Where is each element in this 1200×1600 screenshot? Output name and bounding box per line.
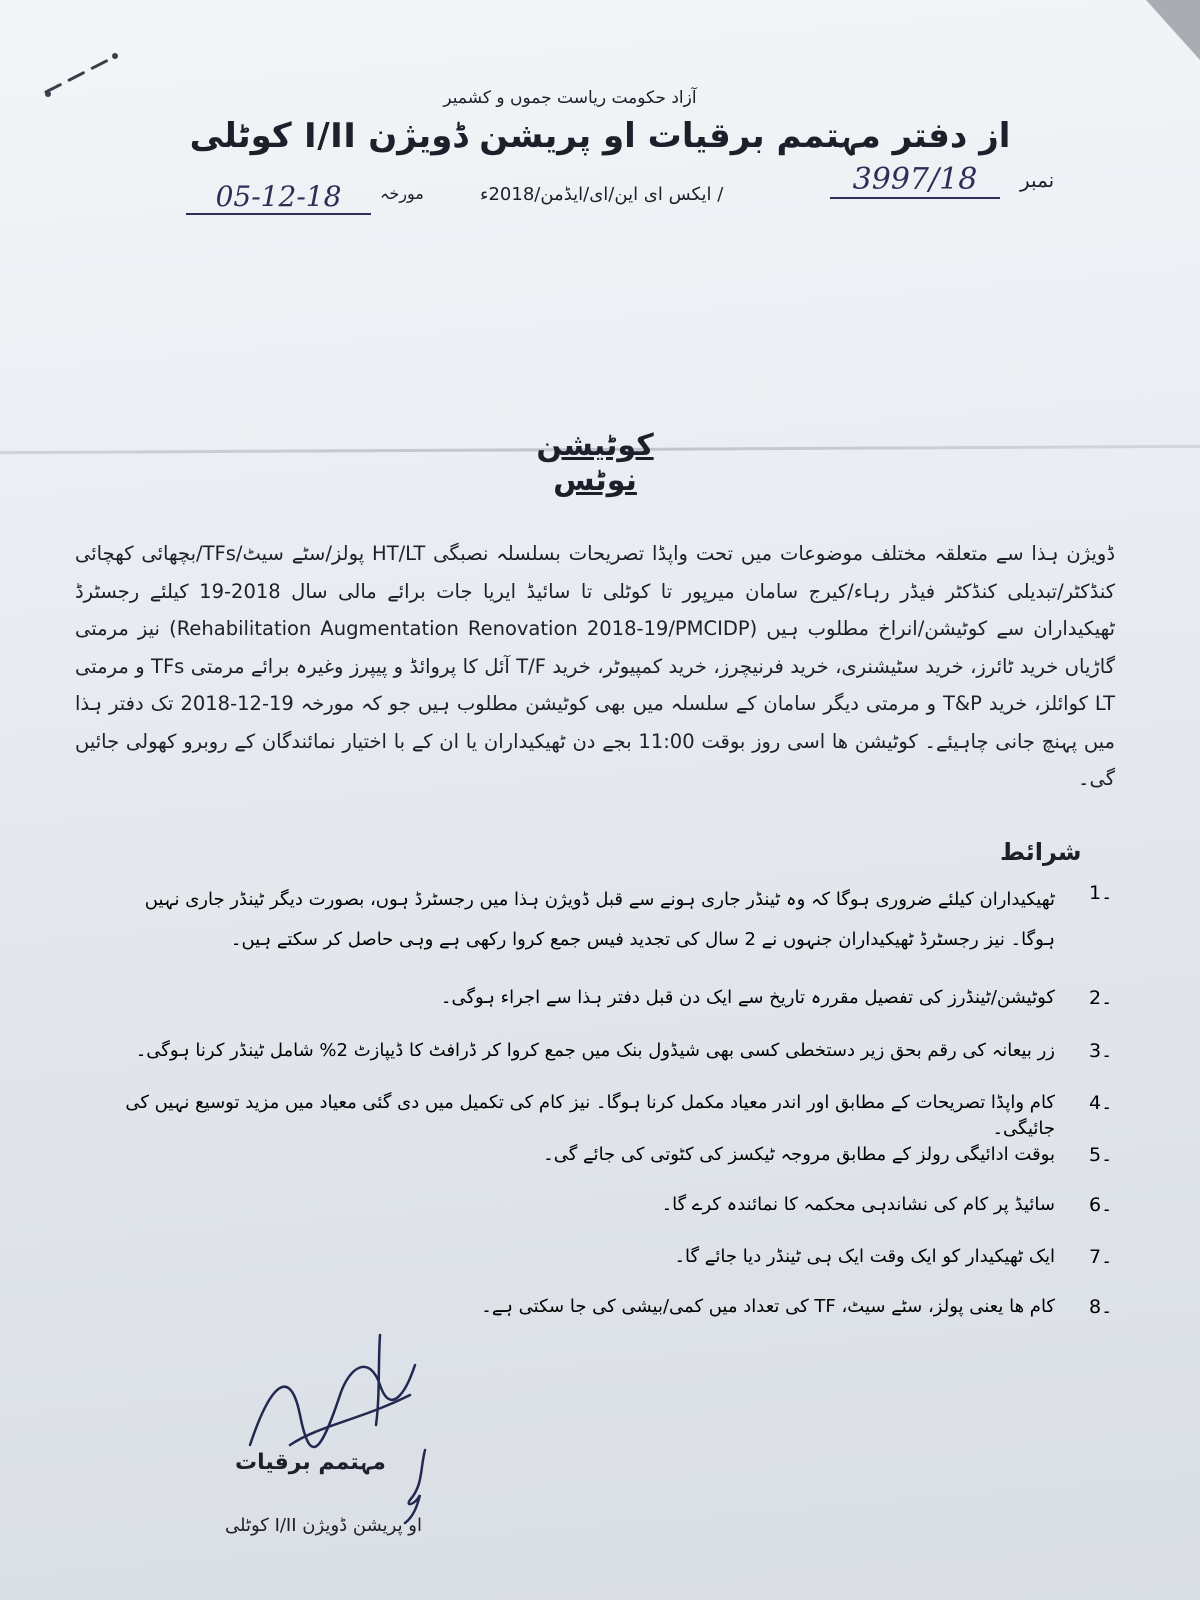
condition-text: ایک ٹھیکیدار کو ایک وقت ایک ہی ٹینڈر دیا جائے گا۔	[674, 1246, 1055, 1267]
notice-title: کوٹیشن نوٹس	[536, 428, 654, 498]
date-value: 05-12-18	[186, 180, 371, 215]
reference-code: / ایکس ای این/ای/ایڈمن/2018ء	[480, 184, 724, 205]
condition-number: 4۔	[1089, 1092, 1113, 1114]
government-name: آزاد حکومت ریاست جموں و کشمیر	[443, 88, 697, 108]
staple-mark	[40, 48, 122, 100]
condition-text: زر بیعانہ کی رقم بحق زیر دستخطی کسی بھی شیڈول بنک میں جمع کروا کر ڈرافٹ کا ڈیپازٹ 2% شامل ٹینڈر کرنا ہوگی۔	[135, 1040, 1055, 1061]
condition-number: 5۔	[1089, 1144, 1113, 1166]
conditions-heading: شرائط	[1000, 838, 1082, 866]
reference-label: نمبر	[1020, 168, 1055, 192]
reference-number: 3997/18	[830, 162, 1000, 199]
condition-text: کوٹیشن/ٹینڈرز کی تفصیل مقررہ تاریخ سے ایک دن قبل دفتر ہذا سے اجراء ہوگی۔	[440, 987, 1055, 1008]
condition-text: ٹھیکیداران کیلئے ضروری ہوگا کہ وہ ٹینڈر جاری ہونے سے قبل ڈویژن ہذا میں رجسٹرڈ ہوں، بصورت دیگر ٹینڈر جاری نہیں ہوگا۔ نیز رجسٹرڈ ٹھیکیداران جنہوں نے 2 سال کی تجدید فیس جمع کروا رکھی ہے وہی حاصل کر سکتے ہیں۔	[144, 889, 1055, 950]
condition-text: سائیڈ پر کام کی نشاندہی محکمہ کا نمائندہ کرے گا۔	[661, 1194, 1055, 1215]
condition-item	[95, 880, 1135, 960]
signatory-title: مہتمم برقیات	[235, 1450, 386, 1475]
office-heading: از دفتر مہتمم برقیات او پریشن ڈویژن I/II کوٹلی	[189, 116, 1011, 156]
date-label: مورخہ	[380, 184, 424, 203]
condition-number: 6۔	[1089, 1194, 1113, 1216]
signatory-division: او پریشن ڈویژن I/II کوٹلی	[225, 1515, 422, 1536]
condition-number: 2۔	[1089, 987, 1113, 1009]
condition-number: 7۔	[1089, 1246, 1113, 1268]
condition-text: کام واپڈا تصریحات کے مطابق اور اندر معیاد مکمل کرنا ہوگا۔ نیز کام کی تکمیل میں دی گئی معیاد میں مزید توسیع نہیں کی جائیگی۔	[125, 1092, 1055, 1139]
condition-number: 1۔	[1089, 882, 1113, 904]
condition-number: 3۔	[1089, 1040, 1113, 1062]
background-corner	[1080, 0, 1200, 60]
condition-text: بوقت ادائیگی رولز کے مطابق مروجہ ٹیکسز کی کٹوتی کی جائے گی۔	[543, 1144, 1055, 1165]
notice-paragraph: ڈویژن ہذا سے متعلقہ مختلف موضوعات میں تحت واپڈا تصریحات بسلسلہ نصبگی HT/LT پولز/سٹے سیٹ/TFs/بچھائی کھچائی کنڈکٹر/تبدیلی کنڈکٹر فیڈر رہاء/کیرج سامان میرپور تا کوٹلی تا سائیڈ ایریا جات برائے مالی سال 2018-19 کیلئے رجسٹرڈ ٹھیکیداران سے کوٹیشن/انراخ مطلوب ہیں (Rehabilitation Augmentation Renovation 2018-19/PMCIDP) نیز مرمتی گاڑیاں خرید ٹائرز، خرید سٹیشنری، خرید فرنیچرز، خرید کمپیوٹر، خرید T/F آئل کا پروائڈ و پیپرز وغیرہ برائے مرمتی TFs و مرمتی LT کوائلز، خرید T&P و مرمتی دیگر سامان کے سلسلہ میں بھی کوٹیشن مطلوب ہیں جو کہ مورخہ 19-12-2018 تک دفتر ہذا میں پہنچ جانی چاہیئے۔ کوٹیشن ھا اسی روز بوقت 11:00 بجے دن ٹھیکیداران یا ان کے با اختیار نمائندگان کے روبرو کھولی جائیں گی۔	[75, 542, 1116, 790]
condition-text: کام ھا یعنی پولز، سٹے سیٹ، TF کی تعداد میں کمی/بیشی کی جا سکتی ہے۔	[481, 1296, 1055, 1317]
initial-mark	[395, 1445, 435, 1525]
condition-number: 8۔	[1089, 1296, 1113, 1318]
